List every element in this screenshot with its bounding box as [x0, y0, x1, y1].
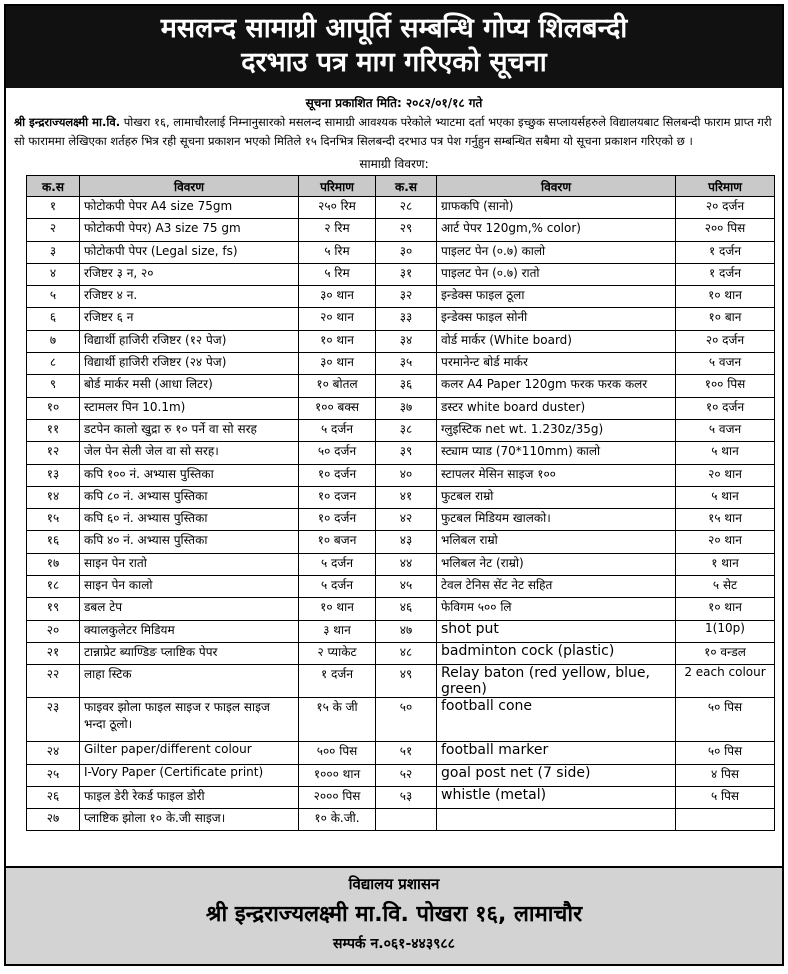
item-quantity: १०० पिस	[676, 375, 775, 397]
item-description: आर्ट पेपर 120gm,% color)	[437, 219, 676, 241]
item-description: कलर A4 Paper 120gm फरक फरक कलर	[437, 375, 676, 397]
title-line-2: दरभाउ पत्र माग गरिएको सूचना	[241, 47, 547, 78]
item-description: Relay baton (red yellow, blue, green)	[437, 665, 676, 698]
item-number: १९	[27, 598, 80, 620]
materials-table	[26, 175, 775, 831]
school-name: श्री इन्द्रराज्यलक्ष्मी मा.वि.	[14, 115, 121, 129]
item-number: ४०	[376, 464, 437, 486]
item-quantity: ३० थान	[299, 353, 376, 375]
item-quantity: ५० पिस	[676, 742, 775, 764]
item-quantity: ५ वजन	[676, 353, 775, 375]
item-quantity: १० बोतल	[299, 375, 376, 397]
table-row	[27, 419, 775, 441]
item-quantity: ५ पिस	[676, 786, 775, 808]
item-quantity: ५ सेट	[676, 576, 775, 598]
item-number: ४	[27, 263, 80, 285]
item-quantity: २० थान	[676, 464, 775, 486]
item-description: परमानेन्ट बोर्ड मार्कर	[437, 353, 676, 375]
item-description: प्लाष्टिक झोला १० के.जी साइज।	[80, 809, 299, 831]
item-quantity: १००० थान	[299, 764, 376, 786]
item-number: ३९	[376, 442, 437, 464]
item-description: कपि ६० नं. अभ्यास पुस्तिका	[80, 509, 299, 531]
item-description: स्ट्याम प्याड (70*110mm) कालो	[437, 442, 676, 464]
notice-body	[6, 113, 782, 151]
col-desc-header: विवरण	[80, 176, 299, 197]
table-row	[27, 642, 775, 664]
item-quantity: ५०० पिस	[299, 742, 376, 764]
table-row	[27, 464, 775, 486]
table-row	[27, 241, 775, 263]
item-number: १५	[27, 509, 80, 531]
item-quantity: १० बजन	[299, 531, 376, 553]
table-row	[27, 486, 775, 508]
item-description: टान्नाप्रेट ब्याण्डिङ प्लाष्टिक पेपर	[80, 642, 299, 664]
item-number: ५	[27, 286, 80, 308]
item-number: ३	[27, 241, 80, 263]
item-quantity: १० दर्जन	[299, 464, 376, 486]
item-description: shot put	[437, 620, 676, 642]
item-quantity: १० बान	[676, 308, 775, 330]
item-description: क्यालकुलेटर मिडियम	[80, 620, 299, 642]
item-number: ६	[27, 308, 80, 330]
table-row	[27, 353, 775, 375]
item-quantity: २ प्याकेट	[299, 642, 376, 664]
item-quantity: २००० पिस	[299, 786, 376, 808]
table-row	[27, 531, 775, 553]
materials-heading: सामाग्री विवरण:	[359, 157, 429, 171]
footer-admin: विद्यालय प्रशासन	[348, 875, 440, 893]
item-quantity: १० थान	[676, 598, 775, 620]
item-number: ३६	[376, 375, 437, 397]
table-row	[27, 553, 775, 575]
item-quantity: १५ के जी	[299, 698, 376, 742]
footer-contact: सम्पर्क न.०६१-४४३९८८	[333, 936, 455, 952]
item-description: डबल टेप	[80, 598, 299, 620]
item-quantity: ५ दर्जन	[299, 419, 376, 441]
item-quantity: ५० पिस	[676, 698, 775, 742]
item-quantity: ५० दर्जन	[299, 442, 376, 464]
table-row	[27, 509, 775, 531]
table-row	[27, 442, 775, 464]
item-number: ३७	[376, 397, 437, 419]
item-number: ४९	[376, 665, 437, 698]
item-number: ३०	[376, 241, 437, 263]
footer-school: श्री इन्द्रराज्यलक्ष्मी मा.वि. पोखरा १६, लामाचौर	[205, 902, 583, 927]
item-number: ७	[27, 330, 80, 352]
item-description: football cone	[437, 698, 676, 742]
title-line-1: मसलन्द सामाग्री आपूर्ति सम्बन्धि गोप्य शिलबन्दी	[160, 13, 628, 44]
item-description: पाइलट पेन (०.७) कालो	[437, 241, 676, 263]
item-description: जेल पेन सेली जेल वा सो सरह।	[80, 442, 299, 464]
table-header-row	[27, 176, 775, 197]
table-row	[27, 665, 775, 698]
item-number: ३१	[376, 263, 437, 285]
item-description: football marker	[437, 742, 676, 764]
item-number: २१	[27, 642, 80, 664]
table-row	[27, 598, 775, 620]
item-number: ४८	[376, 642, 437, 664]
item-number: १४	[27, 486, 80, 508]
table-row	[27, 764, 775, 786]
item-number: ९	[27, 375, 80, 397]
table-row	[27, 219, 775, 241]
item-quantity: ५ रिम	[299, 263, 376, 285]
published-date: सूचना प्रकाशित मिति: २०८२/०१/१८ गते	[305, 96, 483, 110]
item-quantity: १० दजन	[299, 486, 376, 508]
item-description: फोटोकपी पेपर (Legal size, fs)	[80, 241, 299, 263]
col-sn-header: क.स	[376, 176, 437, 197]
item-number: ३८	[376, 419, 437, 441]
item-quantity: १० वन्डल	[676, 642, 775, 664]
item-description: कपि ४० नं. अभ्यास पुस्तिका	[80, 531, 299, 553]
col-desc-header: विवरण	[437, 176, 676, 197]
item-description: टेवल टेनिस सेंट नेट सहित	[437, 576, 676, 598]
item-quantity: ३० थान	[299, 286, 376, 308]
notice-page	[4, 4, 784, 966]
item-description: इन्डेक्स फाइल सोनी	[437, 308, 676, 330]
item-number: २५	[27, 764, 80, 786]
item-quantity: ३ थान	[299, 620, 376, 642]
item-number: ५३	[376, 786, 437, 808]
item-description: कपि ८० नं. अभ्यास पुस्तिका	[80, 486, 299, 508]
item-quantity: १० थान	[676, 286, 775, 308]
item-description	[437, 809, 676, 831]
item-quantity: 1(10p)	[676, 620, 775, 642]
item-description: फाइवर झोला फाइल साइज र फाइल साइज भन्दा ठूलो।	[80, 698, 299, 742]
item-description: डस्टर white board duster)	[437, 397, 676, 419]
item-quantity: १ दर्जन	[299, 665, 376, 698]
item-quantity: १० थान	[299, 598, 376, 620]
item-quantity: ५ दर्जन	[299, 576, 376, 598]
item-number: ८	[27, 353, 80, 375]
item-description: साइन पेन कालो	[80, 576, 299, 598]
item-number	[376, 809, 437, 831]
item-quantity: १५ थान	[676, 509, 775, 531]
item-number: ४३	[376, 531, 437, 553]
item-description: विद्यार्थी हाजिरी रजिष्टर (२४ पेज)	[80, 353, 299, 375]
table-row	[27, 330, 775, 352]
item-description: फोटोकपी पेपर A4 size 75gm	[80, 197, 299, 219]
item-number: १७	[27, 553, 80, 575]
item-quantity: ४ पिस	[676, 764, 775, 786]
item-quantity: २० थान	[676, 531, 775, 553]
item-quantity: ५ थान	[676, 442, 775, 464]
item-description: साइन पेन रातो	[80, 553, 299, 575]
item-quantity: १० दर्जन	[676, 397, 775, 419]
table-row	[27, 397, 775, 419]
item-description: भलिबल राम्रो	[437, 531, 676, 553]
item-number: ४४	[376, 553, 437, 575]
item-number: २३	[27, 698, 80, 742]
item-number: २७	[27, 809, 80, 831]
item-number: ५२	[376, 764, 437, 786]
item-number: १०	[27, 397, 80, 419]
item-description: डटपेन कालो खुद्रा रु १० पर्ने वा सो सरह	[80, 419, 299, 441]
item-description: फोटोकपी पेपर) A3 size 75 gm	[80, 219, 299, 241]
item-number: ११	[27, 419, 80, 441]
item-quantity: ५ दर्जन	[299, 553, 376, 575]
table-row	[27, 375, 775, 397]
item-quantity: १० के.जी.	[299, 809, 376, 831]
item-number: १८	[27, 576, 80, 598]
table-row	[27, 197, 775, 219]
item-quantity: २० दर्जन	[676, 330, 775, 352]
item-quantity: २० दर्जन	[676, 197, 775, 219]
item-description: रजिष्टर ६ न	[80, 308, 299, 330]
item-quantity: ५ थान	[676, 486, 775, 508]
item-number: २९	[376, 219, 437, 241]
table-row	[27, 742, 775, 764]
item-description: रजिष्टर ३ न, २०	[80, 263, 299, 285]
item-quantity	[676, 809, 775, 831]
item-number: २८	[376, 197, 437, 219]
item-description: स्टापलर मेसिन साइज १००	[437, 464, 676, 486]
table-row	[27, 286, 775, 308]
item-description: इन्डेक्स फाइल ठूला	[437, 286, 676, 308]
item-description: स्टामलर पिन 10.1m)	[80, 397, 299, 419]
item-description: फुटबल राम्रो	[437, 486, 676, 508]
item-number: २६	[27, 786, 80, 808]
item-description: goal post net (7 side)	[437, 764, 676, 786]
title-banner	[6, 6, 782, 88]
item-quantity: १ थान	[676, 553, 775, 575]
item-description: कपि १०० नं. अभ्यास पुस्तिका	[80, 464, 299, 486]
item-number: ५१	[376, 742, 437, 764]
item-number: २२	[27, 665, 80, 698]
item-quantity: २०० पिस	[676, 219, 775, 241]
item-quantity: २ रिम	[299, 219, 376, 241]
item-number: ३२	[376, 286, 437, 308]
item-number: ३४	[376, 330, 437, 352]
item-quantity: ५ वजन	[676, 419, 775, 441]
item-number: १२	[27, 442, 80, 464]
item-quantity: २० थान	[299, 308, 376, 330]
item-number: २४	[27, 742, 80, 764]
item-number: ४७	[376, 620, 437, 642]
item-number: १	[27, 197, 80, 219]
item-number: ४१	[376, 486, 437, 508]
item-number: ५०	[376, 698, 437, 742]
footer	[6, 866, 782, 964]
item-quantity: १० थान	[299, 330, 376, 352]
item-number: ३५	[376, 353, 437, 375]
table-row	[27, 698, 775, 742]
item-quantity: २५० रिम	[299, 197, 376, 219]
table-row	[27, 308, 775, 330]
item-quantity: १ दर्जन	[676, 263, 775, 285]
item-description: वोर्ड मार्कर (White board)	[437, 330, 676, 352]
item-description: whistle (metal)	[437, 786, 676, 808]
item-description: भलिबल नेट (राम्रो)	[437, 553, 676, 575]
item-description: फुटबल मिडियम खालको।	[437, 509, 676, 531]
item-number: ४५	[376, 576, 437, 598]
table-row	[27, 620, 775, 642]
table-row	[27, 263, 775, 285]
item-number: २०	[27, 620, 80, 642]
item-number: १३	[27, 464, 80, 486]
item-description: फाइल डेरी रेकर्ड फाइल डोरी	[80, 786, 299, 808]
item-description: लाहा स्टिक	[80, 665, 299, 698]
item-description: फेविगम ५०० लि	[437, 598, 676, 620]
table-row	[27, 809, 775, 831]
item-description: पाइलट पेन (०.७) रातो	[437, 263, 676, 285]
notice-text: पोखरा १६, लामाचौरलाई निम्नानुसारको मसलन्द सामाग्री आवश्यक परेकोले भ्याटमा दर्ता भएका इच्छुक सप्लायर्सहरुले विद्यालयबाट सिलबन्दी फाराम प्राप्त गरी सो फाराममा लेखिएका शर्तहरु भित्र रही सूचना प्रकाशन भएको मितिले १५ दिनभित्र सिलबन्दी दरभाउ पत्र पेश गर्नुहुन सम्बन्धित सबैमा यो सूचना प्रकाशन गरिएको छ ।	[14, 115, 772, 148]
item-number: ४२	[376, 509, 437, 531]
table-row	[27, 576, 775, 598]
item-quantity: १०० बक्स	[299, 397, 376, 419]
item-number: २	[27, 219, 80, 241]
item-description: विद्यार्थी हाजिरी रजिष्टर (१२ पेज)	[80, 330, 299, 352]
item-quantity: १० दर्जन	[299, 509, 376, 531]
item-description: ग्राफकपि (सानो)	[437, 197, 676, 219]
item-quantity: १ दर्जन	[676, 241, 775, 263]
item-description: रजिष्टर ४ न.	[80, 286, 299, 308]
item-description: बोर्ड मार्कर मसी (आधा लिटर)	[80, 375, 299, 397]
col-qty-header: परिमाण	[299, 176, 376, 197]
item-number: ३३	[376, 308, 437, 330]
col-sn-header: क.स	[27, 176, 80, 197]
item-description: ग्लुइस्टिक net wt. 1.230z/35g)	[437, 419, 676, 441]
item-quantity: 2 each colour	[676, 665, 775, 698]
item-number: ४६	[376, 598, 437, 620]
item-description: badminton cock (plastic)	[437, 642, 676, 664]
item-number: १६	[27, 531, 80, 553]
item-description: Gilter paper/different colour	[80, 742, 299, 764]
col-qty-header: परिमाण	[676, 176, 775, 197]
item-quantity: ५ रिम	[299, 241, 376, 263]
table-row	[27, 786, 775, 808]
item-description: I-Vory Paper (Certificate print)	[80, 764, 299, 786]
